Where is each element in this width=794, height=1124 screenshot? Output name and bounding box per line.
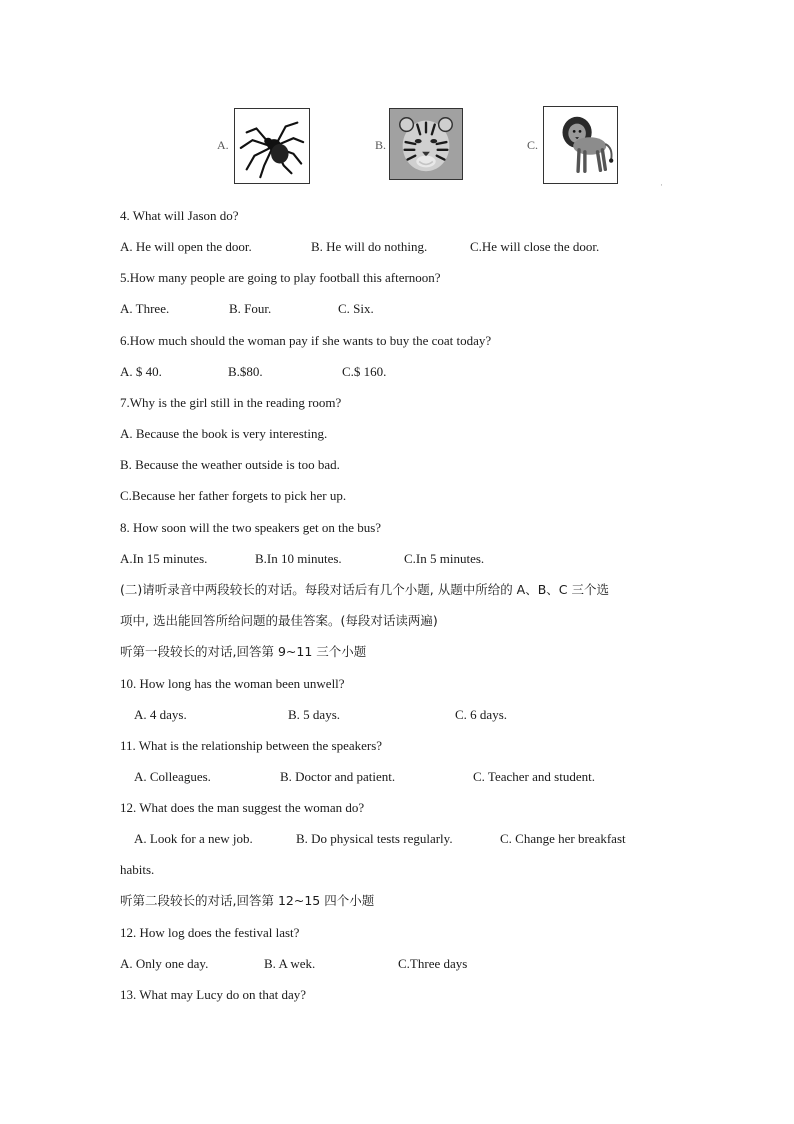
- q10-stem: 10. How long has the woman been unwell?: [120, 676, 345, 691]
- tiger-icon: [389, 108, 463, 180]
- q10-option-b: B. 5 days.: [288, 707, 340, 722]
- q6-option-a: A. $ 40.: [120, 364, 162, 379]
- option-c-letter: C.: [527, 138, 539, 152]
- q4-option-a: A. He will open the door.: [120, 239, 252, 254]
- lion-icon: [543, 106, 618, 184]
- q10-option-a: A. 4 days.: [134, 707, 187, 722]
- q10-options: [120, 707, 540, 723]
- q4-options: [120, 239, 680, 255]
- q7-option-b: B. Because the weather outside is too bad.: [120, 457, 340, 472]
- q12a-option-b: B. Do physical tests regularly.: [296, 831, 453, 846]
- q12a-option-c: C. Change her breakfast: [500, 831, 626, 846]
- section-2-instruction-line-1: (二)请听录音中两段较长的对话。每段对话后有几个小题, 从题中所给的 A、B、C 三个选: [120, 582, 610, 597]
- q12a-option-c-continued: habits.: [120, 862, 155, 877]
- q11-option-b: B. Doctor and patient.: [280, 769, 396, 784]
- q8-option-b: B.In 10 minutes.: [255, 551, 342, 566]
- q8-stem: 8. How soon will the two speakers get on the bus?: [120, 520, 382, 535]
- q8-option-a: A.In 15 minutes.: [120, 551, 208, 566]
- section-2-instruction-line-2: 项中, 选出能回答所给问题的最佳答案。(每段对话读两遍): [120, 613, 438, 628]
- q4-option-c: C.He will close the door.: [470, 239, 600, 254]
- q12b-stem: 12. How log does the festival last?: [120, 925, 300, 940]
- q12b-options: [120, 956, 540, 972]
- q6-option-c: C.$ 160.: [342, 364, 387, 379]
- q6-options: [120, 364, 520, 380]
- q5-option-a: A. Three.: [120, 301, 170, 316]
- q12a-stem: 12. What does the man suggest the woman do?: [120, 800, 365, 815]
- option-a-letter: A.: [217, 138, 229, 152]
- q12a-options: [120, 831, 660, 847]
- q7-option-c: C.Because her father forgets to pick her up.: [120, 488, 347, 503]
- q12b-option-c: C.Three days: [398, 956, 468, 971]
- q8-options: [120, 551, 540, 567]
- q12a-option-a: A. Look for a new job.: [134, 831, 253, 846]
- q6-stem: 6.How much should the woman pay if she wants to buy the coat today?: [120, 333, 492, 348]
- q7-option-a: A. Because the book is very interesting.: [120, 426, 328, 441]
- q5-option-c: C. Six.: [338, 301, 374, 316]
- q5-stem: 5.How many people are going to play football this afternoon?: [120, 270, 441, 285]
- q12b-option-a: A. Only one day.: [120, 956, 209, 971]
- spider-icon: [234, 108, 310, 184]
- q13-stem: 13. What may Lucy do on that day?: [120, 987, 307, 1002]
- q11-option-c: C. Teacher and student.: [473, 769, 595, 784]
- q4-stem: 4. What will Jason do?: [120, 208, 239, 223]
- picture-options: [0, 106, 794, 186]
- dialog-1-intro: 听第一段较长的对话,回答第 9~11 三个小题: [120, 644, 367, 659]
- q5-option-b: B. Four.: [229, 301, 272, 316]
- q11-stem: 11. What is the relationship between the speakers?: [120, 738, 383, 753]
- q5-options: [120, 301, 520, 317]
- dialog-2-intro: 听第二段较长的对话,回答第 12~15 四个小题: [120, 893, 375, 908]
- q11-option-a: A. Colleagues.: [134, 769, 211, 784]
- q6-option-b: B.$80.: [228, 364, 263, 379]
- q10-option-c: C. 6 days.: [455, 707, 507, 722]
- q4-option-b: B. He will do nothing.: [311, 239, 428, 254]
- page-tick-mark: ·: [660, 180, 663, 190]
- q11-options: [120, 769, 620, 785]
- option-b-letter: B.: [375, 138, 387, 152]
- q7-stem: 7.Why is the girl still in the reading room?: [120, 395, 342, 410]
- q8-option-c: C.In 5 minutes.: [404, 551, 485, 566]
- q12b-option-b: B. A wek.: [264, 956, 316, 971]
